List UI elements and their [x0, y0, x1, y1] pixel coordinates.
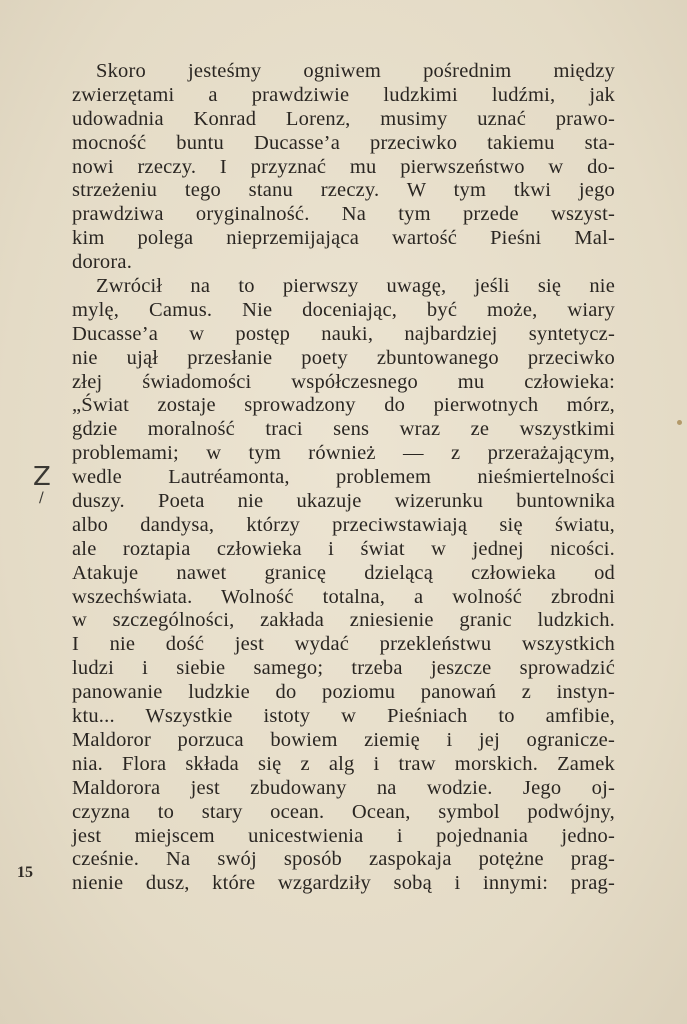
text-line: cześnie. Na swój sposób zaspokaja potężne prag-: [72, 848, 615, 871]
text-line: Skoro jesteśmy ogniwem pośrednim między: [96, 60, 615, 82]
body-text: [72, 60, 615, 896]
text-line: duszy. Poeta nie ukazuje wizerunku buntownika: [72, 490, 615, 513]
text-line: I nie dość jest wydać przekleństwu wszystkich: [72, 633, 615, 656]
text-line: dorora.: [72, 251, 133, 274]
text-line: mocność buntu Ducasse’a przeciwko takiemu sta-: [72, 131, 615, 154]
text-line: nienie dusz, które wzgardziły sobą i innymi: prag-: [72, 872, 615, 895]
text-line: Zwrócił na to pierwszy uwagę, jeśli się nie: [96, 275, 615, 298]
text-line: problemami; w tym również — z przerażającym,: [72, 442, 615, 465]
text-line: wszechświata. Wolność totalna, a wolność zbrodni: [72, 585, 615, 608]
text-line: Maldoror porzuca bowiem ziemię i jej ogranicze-: [72, 728, 615, 751]
text-line: prawdziwa oryginalność. Na tym przede wszyst-: [72, 203, 615, 226]
text-line: ktu... Wszystkie istoty w Pieśniach to amfibie,: [72, 705, 615, 728]
text-line: złej świadomości współczesnego mu człowieka:: [72, 370, 615, 393]
text-line: nowi rzeczy. I przyznać mu pierwszeństwo w do-: [72, 155, 615, 178]
text-line: ale roztapia człowieka i świat w jednej nicości.: [72, 537, 615, 560]
paper-spot: [677, 420, 682, 425]
text-line: „Świat zostaje sprowadzony do pierwotnych mórz,: [72, 394, 615, 417]
text-line: nie ujął przesłanie poety zbuntowanego przeciwko: [72, 346, 615, 369]
text-line: gdzie moralność traci sens wraz ze wszystkimi: [72, 418, 615, 441]
margin-note: Z: [33, 462, 51, 492]
text-line: Ducasse’a w postęp nauki, najbardziej syntetycz-: [72, 322, 615, 345]
margin-note-mark: /: [39, 490, 44, 506]
text-line: Maldorora jest zbudowany na wodzie. Jego oj-: [72, 776, 615, 799]
text-line: nia. Flora składa się z alg i traw morskich. Zamek: [72, 752, 615, 775]
text-line: Atakuje nawet granicę dzielącą człowieka od: [72, 561, 615, 584]
text-line: albo dandysa, którzy przeciwstawiają się światu,: [72, 513, 615, 536]
text-line: panowanie ludzkie do poziomu panowań z instyn-: [72, 681, 615, 704]
text-line: zwierzętami a prawdziwie ludzkimi ludźmi, jak: [72, 83, 615, 106]
text-line: mylę, Camus. Nie doceniając, być może, wiary: [72, 298, 615, 321]
text-line: jest miejscem unicestwienia i pojednania jedno-: [72, 824, 615, 847]
text-line: kim polega nieprzemijająca wartość Pieśni Mal-: [72, 227, 615, 250]
text-line: udowadnia Konrad Lorenz, musimy uznać prawo-: [72, 107, 615, 130]
page-number: 15: [17, 864, 33, 881]
text-line: w szczególności, zakłada zniesienie granic ludzkich.: [72, 609, 615, 632]
text-line: ludzi i siebie samego; trzeba jeszcze sprowadzić: [72, 657, 615, 680]
text-line: strzeżeniu tego stanu rzeczy. W tym tkwi jego: [72, 179, 615, 202]
text-line: czyzna to stary ocean. Ocean, symbol podwójny,: [72, 800, 615, 823]
text-line: wedle Lautréamonta, problemem nieśmiertelności: [72, 466, 615, 489]
